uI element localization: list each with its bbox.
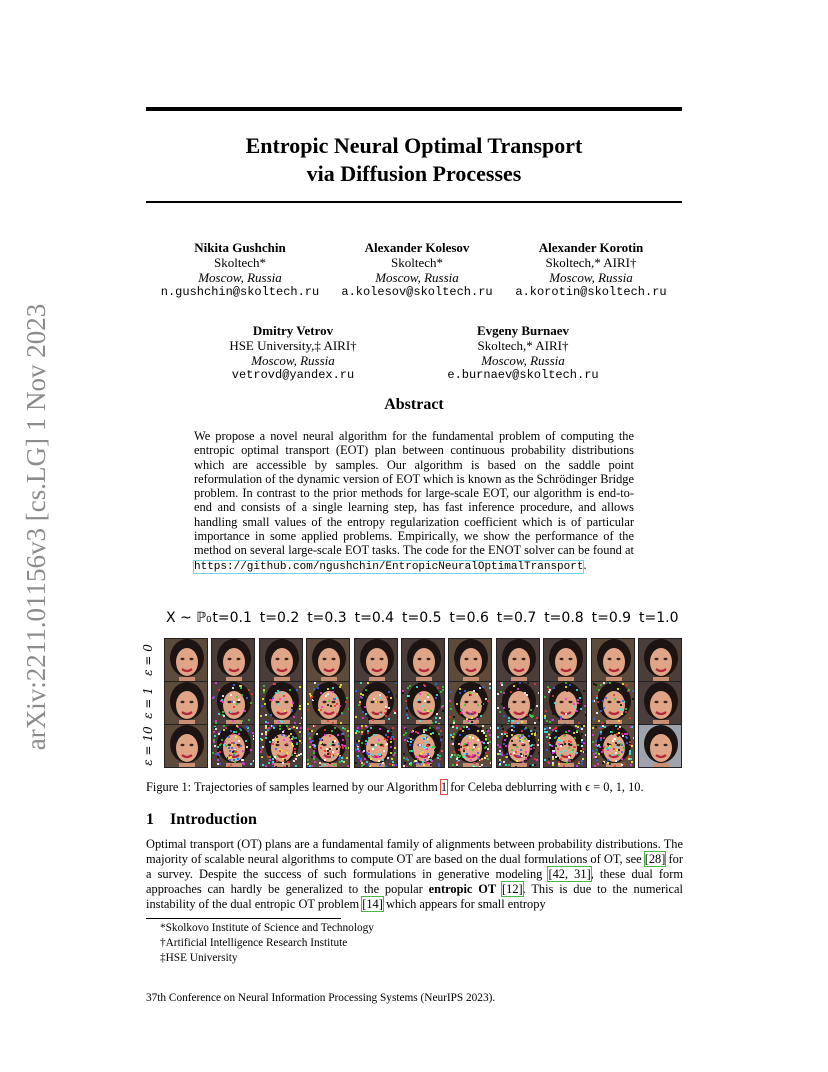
author-block <box>423 323 623 383</box>
section-title: Introduction <box>170 811 257 828</box>
section-number: 1 <box>146 811 154 828</box>
author-block <box>193 323 393 383</box>
trajectory-sample-image <box>401 638 445 682</box>
author-block <box>140 240 340 300</box>
author-block <box>491 240 691 300</box>
author-affiliation: Skoltech,* AIRI† <box>477 338 569 353</box>
trajectory-sample-image <box>401 724 445 768</box>
trajectory-sample-image <box>354 638 398 682</box>
abstract-heading: Abstract <box>384 396 444 413</box>
author-location: Moscow, Russia <box>375 270 459 285</box>
author-location: Moscow, Russia <box>549 270 633 285</box>
trajectory-sample-image <box>354 724 398 768</box>
trajectory-sample-image <box>448 724 492 768</box>
trajectory-sample-image <box>306 638 350 682</box>
author-affiliation: Skoltech* <box>391 255 443 270</box>
author-affiliation: Skoltech,* AIRI† <box>545 255 637 270</box>
trajectory-sample-image <box>638 724 682 768</box>
citation-link[interactable]: [42, 31] <box>548 867 591 882</box>
trajectory-sample-image <box>306 681 350 725</box>
trajectory-sample-image <box>448 681 492 725</box>
trajectory-sample-image <box>496 681 540 725</box>
trajectory-sample-image <box>496 724 540 768</box>
paper-title <box>146 132 682 188</box>
figure-column-label: t=0.4 <box>354 610 395 626</box>
citation-link[interactable]: [14] <box>362 897 383 912</box>
figure-column-label: t=0.1 <box>212 610 252 626</box>
trajectory-sample-image <box>211 724 255 768</box>
title-line-2: via Diffusion Processes <box>306 161 522 186</box>
footnote-rule <box>146 918 341 919</box>
figure-row-label-text: ε = 0 <box>141 644 155 676</box>
abstract-body <box>194 429 634 574</box>
figure-column-label: t=0.8 <box>544 610 584 626</box>
title-bottom-rule <box>146 201 682 203</box>
author-name: Dmitry Vetrov <box>252 323 334 338</box>
trajectory-sample-image <box>638 638 682 682</box>
author-name: Alexander Korotin <box>538 240 644 255</box>
figure-column-label: t=0.5 <box>402 610 442 626</box>
algorithm-ref-link[interactable]: 1 <box>440 780 448 794</box>
author-location: Moscow, Russia <box>198 270 282 285</box>
intro-text: which appears for small entropy <box>382 897 546 912</box>
author-email[interactable]: vetrovd@yandex.ru <box>231 368 355 382</box>
figure-column-label: t=0.7 <box>496 610 537 626</box>
trajectory-sample-image <box>164 638 208 682</box>
trajectory-sample-image <box>591 724 635 768</box>
trajectory-sample-image <box>591 681 635 725</box>
trajectory-sample-image <box>543 724 587 768</box>
author-affiliation: HSE University,‡ AIRI† <box>229 338 357 353</box>
trajectory-sample-image <box>164 724 208 768</box>
intro-text: Optimal transport (OT) plans are a fundamental family of alignments between probability distributions. The majority of scalable neural algorithms to compute OT are based on the dual formulations of OT, see <box>146 837 683 867</box>
figure-row-label <box>138 724 158 768</box>
trajectory-sample-image <box>306 724 350 768</box>
code-link[interactable]: https://github.com/ngushchin/EntropicNeuralOptimalTransport <box>194 560 584 573</box>
trajectory-sample-image <box>448 638 492 682</box>
intro-bold-term: entropic OT <box>428 882 497 897</box>
author-name: Nikita Gushchin <box>194 240 286 255</box>
arxiv-stamp: arXiv:2211.01156v3 [cs.LG] 1 Nov 2023 <box>21 303 51 751</box>
trajectory-sample-image <box>211 681 255 725</box>
abstract-text: We propose a novel neural algorithm for the fundamental problem of computing the entropic optimal transport (EOT) plan between continuous probability distributions which are accessible by samples. Our algorithm is based on the saddle point reformulation of the dynamic version of EOT which is known as the Schrödinger Bridge problem. In contrast to the prior methods for large-scale EOT, our algorithm is end-to-end and consists of a single learning step, has fast inference procedure, and allows handling small values of the entropy regularization coefficient which is of particular importance in some applied problems. Empirically, we show the performance of the method on several large-scale EOT tasks. The code for the ENOT solver can be found at <box>194 429 634 558</box>
author-affiliation: Skoltech* <box>214 255 266 270</box>
citation-link[interactable]: [12] <box>502 882 523 897</box>
intro-text: , these dual form approaches can hardly be generalized to the popular <box>146 867 683 897</box>
footnote: *Skolkovo Institute of Science and Technology <box>160 922 374 934</box>
figure-row-label-text: ε = 1 <box>141 687 155 719</box>
caption-text: Figure 1: Trajectories of samples learned by our Algorithm <box>146 780 441 794</box>
author-block <box>317 240 517 300</box>
trajectory-sample-image <box>354 681 398 725</box>
figure-column-label: t=0.6 <box>449 610 489 626</box>
title-top-rule <box>146 107 682 111</box>
author-email[interactable]: e.burnaev@skoltech.ru <box>447 368 599 382</box>
trajectory-sample-image <box>259 724 303 768</box>
intro-text: . This is due to the numerical instability of the dual entropic OT problem <box>146 882 683 912</box>
footnote: ‡HSE University <box>160 952 238 964</box>
trajectory-sample-image <box>211 638 255 682</box>
trajectory-sample-image <box>543 681 587 725</box>
conference-note: 37th Conference on Neural Information Processing Systems (NeurIPS 2023). <box>146 992 496 1004</box>
author-email[interactable]: a.kolesov@skoltech.ru <box>341 285 493 299</box>
trajectory-sample-image <box>543 638 587 682</box>
section-heading <box>146 811 257 829</box>
trajectory-sample-image <box>259 638 303 682</box>
author-email[interactable]: n.gushchin@skoltech.ru <box>160 285 320 299</box>
figure-caption <box>146 780 686 795</box>
trajectory-sample-image <box>638 681 682 725</box>
figure-row-label <box>138 638 158 682</box>
author-name: Alexander Kolesov <box>364 240 470 255</box>
trajectory-sample-image <box>401 681 445 725</box>
trajectory-sample-image <box>259 681 303 725</box>
citation-link[interactable]: [28] <box>644 852 666 867</box>
author-name: Evgeny Burnaev <box>476 323 570 338</box>
trajectory-sample-image <box>496 638 540 682</box>
author-email[interactable]: a.korotin@skoltech.ru <box>515 285 667 299</box>
intro-text: for a survey. Despite the success of such formulations in generative modeling <box>146 852 683 882</box>
abstract-end: . <box>583 557 587 572</box>
figure-row-label <box>138 681 158 725</box>
caption-text-end: for Celeba deblurring with ϵ = 0, 1, 10. <box>447 780 644 794</box>
figure-column-label: t=0.3 <box>307 610 347 626</box>
author-location: Moscow, Russia <box>251 353 335 368</box>
figure-row-label-text: ε = 10 <box>141 726 155 766</box>
figure-column-label: X ~ ℙ₀ <box>166 610 212 626</box>
title-line-1: Entropic Neural Optimal Transport <box>245 133 583 158</box>
figure-column-label: t=0.2 <box>259 610 300 626</box>
figure-column-label: t=0.9 <box>591 610 632 626</box>
trajectory-sample-image <box>164 681 208 725</box>
author-location: Moscow, Russia <box>481 353 565 368</box>
figure-column-label: t=1.0 <box>639 610 679 626</box>
trajectory-sample-image <box>591 638 635 682</box>
intro-paragraph <box>146 837 683 912</box>
footnote: †Artificial Intelligence Research Institute <box>160 937 348 949</box>
